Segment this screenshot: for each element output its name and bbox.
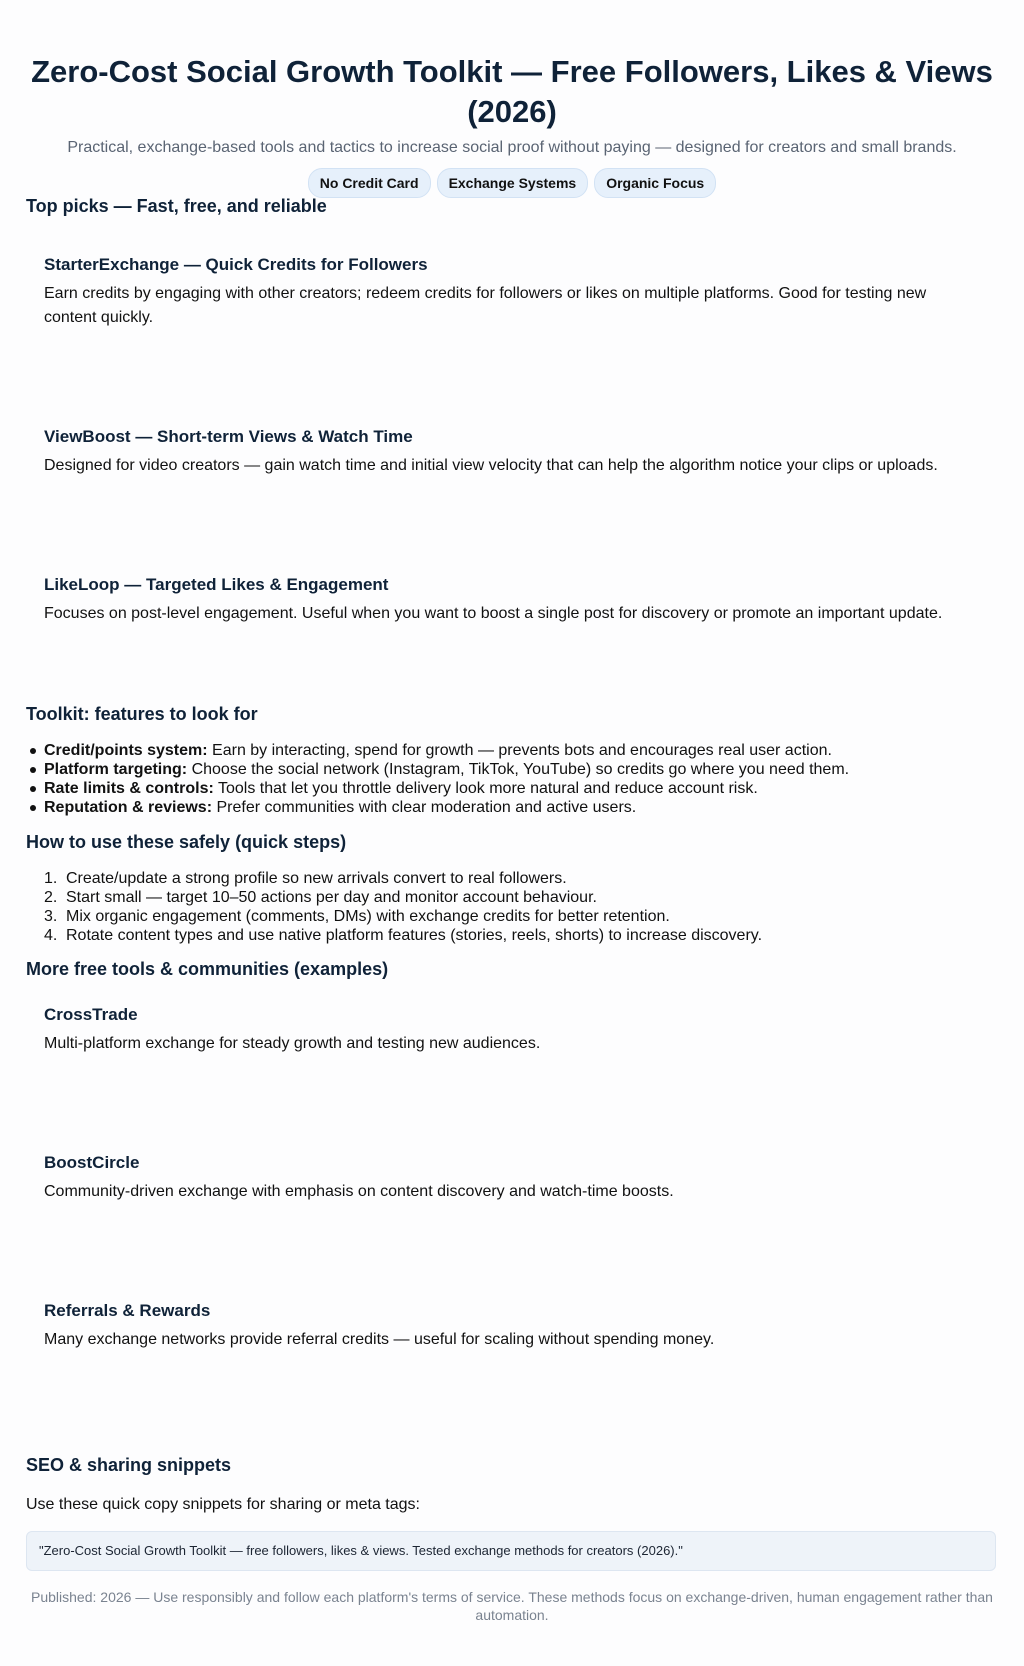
feature-text: Tools that let you throttle delivery look more natural and reduce account risk. [213,780,758,797]
tool-description: Multi-platform exchange for steady growth and testing new audiences. [44,1035,541,1052]
steps-list [44,869,762,945]
page-title: Zero-Cost Social Growth Toolkit — Free Followers, Likes & Views (2026) [31,54,993,129]
step-text: Rotate content types and use native platform features (stories, reels, shorts) to increase discovery. [66,927,763,944]
seo-intro: Use these quick copy snippets for sharing or meta tags: [26,1496,420,1513]
step-number: 2. [44,889,58,906]
steps-heading: How to use these safely (quick steps) [26,832,347,852]
list-item [44,926,762,945]
list-item [44,779,849,798]
step-number: 4. [44,927,58,944]
step-number: 3. [44,908,58,925]
tool-title: CrossTrade [44,1005,138,1024]
top-pick-description: Designed for video creators — gain watch time and initial view velocity that can help the algorithm notice your clips or uploads. [44,457,938,474]
list-item [44,907,762,926]
feature-label: Reputation & reviews: [44,799,213,816]
feature-label: Rate limits & controls: [44,780,214,797]
list-item [44,798,849,817]
tag-organic-focus: Organic Focus [594,168,716,198]
step-text: Mix organic engagement (comments, DMs) with exchange credits for better retention. [66,908,670,925]
feature-label: Platform targeting: [44,761,188,778]
tool-description: Many exchange networks provide referral credits — useful for scaling without spending money. [44,1331,715,1348]
features-list [44,741,849,817]
top-pick-description: Focuses on post-level engagement. Useful when you want to boost a single post for discovery or promote an important update. [44,605,943,622]
list-item [44,741,849,760]
step-text: Start small — target 10–50 actions per day and monitor account behaviour. [66,889,597,906]
tool-description: Community-driven exchange with emphasis on content discovery and watch-time boosts. [44,1183,674,1200]
top-pick-title: ViewBoost — Short-term Views & Watch Time [44,427,413,446]
tag-no-credit-card: No Credit Card [308,168,431,198]
top-pick-title: LikeLoop — Targeted Likes & Engagement [44,575,389,594]
feature-label: Credit/points system: [44,742,208,759]
step-text: Create/update a strong profile so new arrivals convert to real followers. [66,870,567,887]
top-picks-heading: Top picks — Fast, free, and reliable [26,196,327,216]
seo-heading: SEO & sharing snippets [26,1455,232,1475]
tool-title: BoostCircle [44,1153,140,1172]
tag-list [0,168,1024,198]
top-pick-title: StarterExchange — Quick Credits for Followers [44,255,428,274]
tag-exchange-systems: Exchange Systems [437,168,589,198]
feature-text: Earn by interacting, spend for growth — prevents bots and encourages real user action. [207,742,832,759]
features-heading: Toolkit: features to look for [26,704,258,724]
step-number: 1. [44,870,58,887]
list-item [44,760,849,779]
page-subtitle: Practical, exchange-based tools and tactics to increase social proof without paying — designed for creators and small brands. [67,139,957,156]
tool-title: Referrals & Rewards [44,1301,211,1320]
list-item [44,869,762,888]
seo-snippet[interactable]: "Zero-Cost Social Growth Toolkit — free followers, likes & views. Tested exchange methods for creators (2026)." [26,1531,996,1571]
footer-note: Published: 2026 — Use responsibly and follow each platform's terms of service. These methods focus on exchange-driven, human engagement rather than automation. [31,1589,993,1623]
feature-text: Choose the social network (Instagram, TikTok, YouTube) so credits go where you need them. [187,761,850,778]
more-tools-heading: More free tools & communities (examples) [26,959,389,979]
top-pick-description: Earn credits by engaging with other creators; redeem credits for followers or likes on multiple platforms. Good for testing new content quickly. [44,285,927,326]
list-item [44,888,762,907]
feature-text: Prefer communities with clear moderation and active users. [212,799,637,816]
